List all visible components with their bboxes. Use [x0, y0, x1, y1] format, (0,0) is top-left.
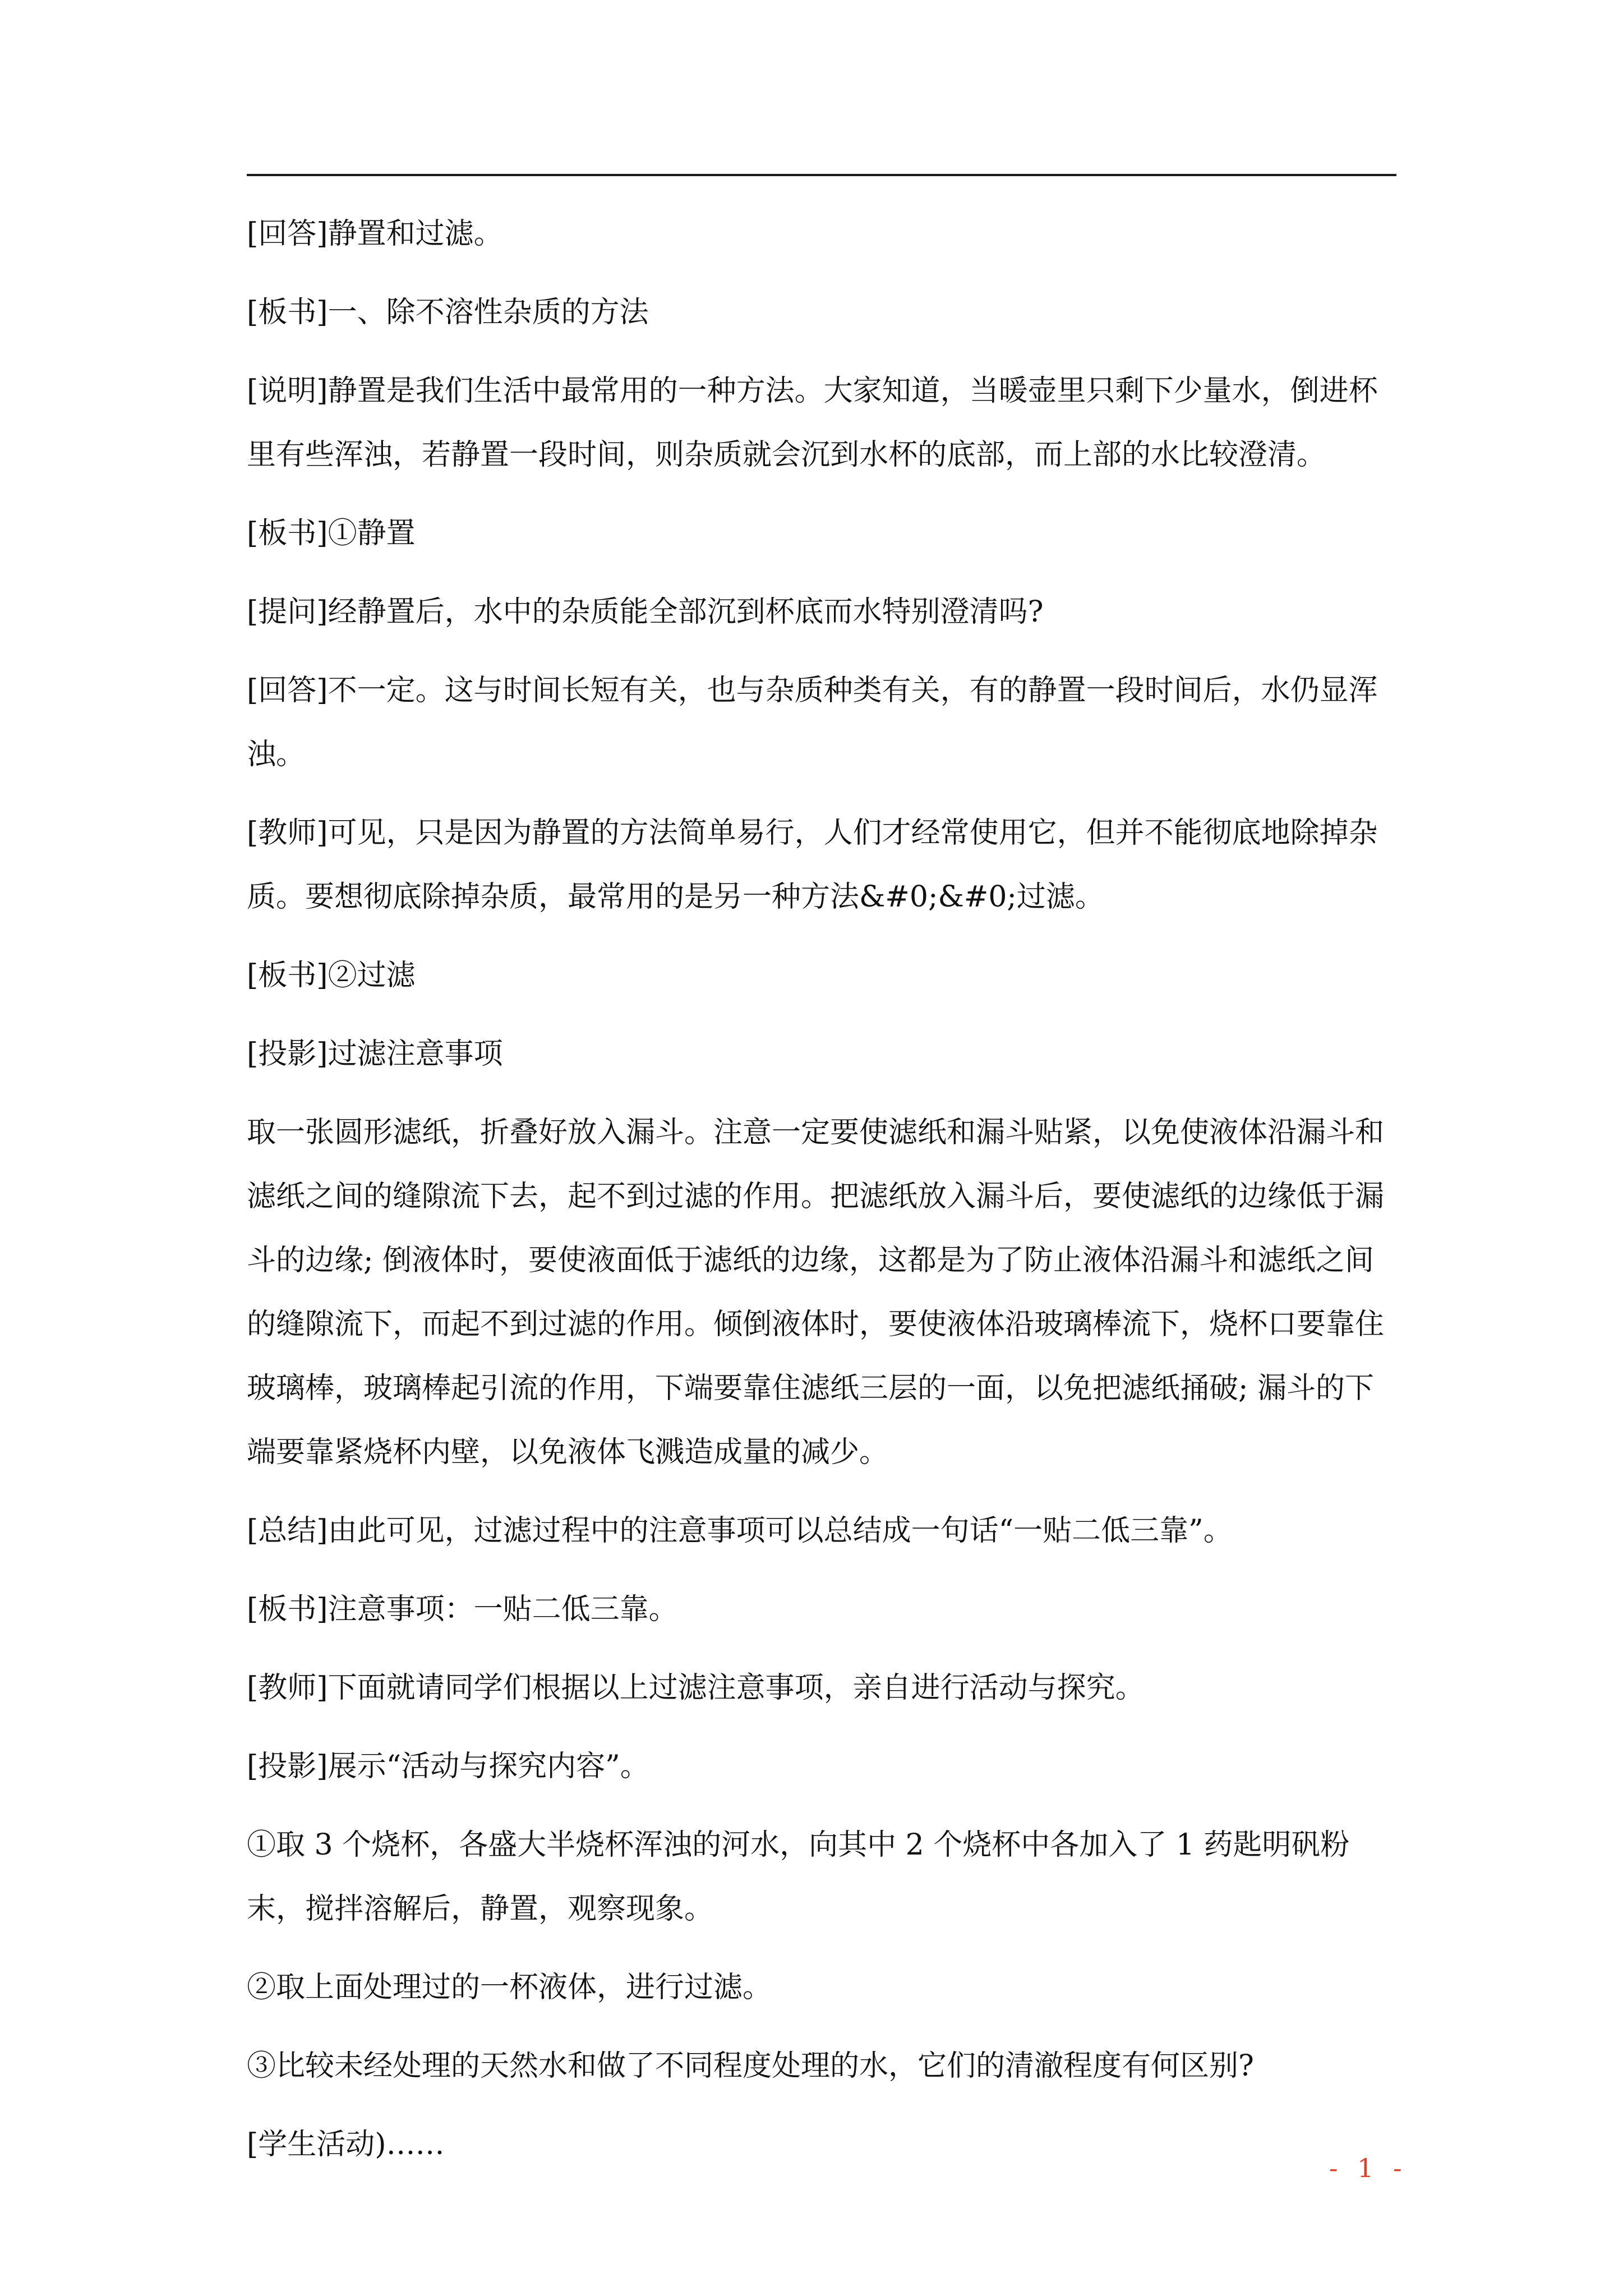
paragraph: ①取 3 个烧杯，各盛大半烧杯浑浊的河水，向其中 2 个烧杯中各加入了 1 药匙明矾粉末，搅拌溶解后，静置，观察现象。 — [247, 1828, 1350, 1926]
paragraph: [学生活动)…… — [247, 2128, 445, 2161]
paragraph: [板书]注意事项：一贴二低三靠。 — [247, 1593, 678, 1626]
paragraph: [板书]一、除不溶性杂质的方法 — [247, 296, 649, 329]
page-number: - 1 - — [1329, 2153, 1408, 2183]
header-rule — [247, 174, 1396, 176]
document-body — [247, 202, 1402, 2191]
paragraph: [板书]②过滤 — [247, 959, 416, 992]
paragraph: [教师]下面就请同学们根据以上过滤注意事项，亲自进行活动与探究。 — [247, 1671, 1145, 1705]
paragraph: [提问]经静置后，水中的杂质能全部沉到杯底而水特别澄清吗? — [247, 595, 1044, 629]
paragraph: ②取上面处理过的一杯液体，进行过滤。 — [247, 1971, 772, 2004]
paragraph: ③比较未经处理的天然水和做了不同程度处理的水，它们的清澈程度有何区别? — [247, 2049, 1254, 2083]
paragraph: [投影]过滤注意事项 — [247, 1037, 503, 1071]
paragraph: [投影]展示“活动与探究内容”。 — [247, 1750, 649, 1783]
paragraph: [回答]静置和过滤。 — [247, 217, 503, 251]
paragraph: [板书]①静置 — [247, 517, 416, 550]
paragraph: 取一张圆形滤纸，折叠好放入漏斗。注意一定要使滤纸和漏斗贴紧，以免使液体沿漏斗和滤纸之间的缝隙流下去，起不到过滤的作用。把滤纸放入漏斗后，要使滤纸的边缘低于漏斗的边缘; 倒液体时，要使液面低于滤纸的边缘，这都是为了防止液体沿漏斗和滤纸之间的缝隙流下，而起不到过滤的作用。倾倒液体时，要使液体沿玻璃棒流下，烧杯口要靠住玻璃棒，玻璃棒起引流的作用，下端要靠住滤纸三层的一面，以免把滤纸捅破; 漏斗的下端要靠紧烧杯内壁，以免液体飞溅造成量的减少。 — [247, 1116, 1385, 1469]
paragraph: [教师]可见，只是因为静置的方法简单易行，人们才经常使用它，但并不能彻底地除掉杂质。要想彻底除掉杂质，最常用的是另一种方法&#0;&#0;过滤。 — [247, 816, 1378, 914]
paragraph: [总结]由此可见，过滤过程中的注意事项可以总结成一句话“一贴二低三靠”。 — [247, 1514, 1233, 1548]
paragraph: [回答]不一定。这与时间长短有关，也与杂质种类有关，有的静置一段时间后，水仍显浑浊。 — [247, 674, 1378, 771]
paragraph: [说明]静置是我们生活中最常用的一种方法。大家知道，当暖壶里只剩下少量水，倒进杯里有些浑浊，若静置一段时间，则杂质就会沉到水杯的底部，而上部的水比较澄清。 — [247, 374, 1378, 472]
